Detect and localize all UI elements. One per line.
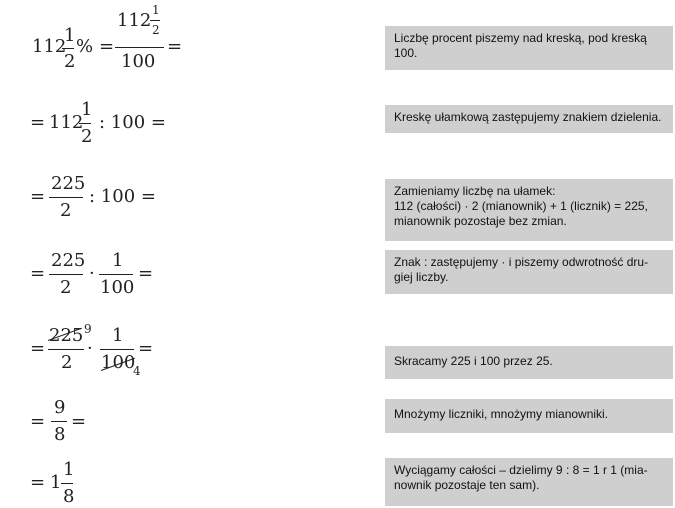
note-line: Zamieniamy liczbę na ułamek:	[394, 184, 556, 198]
reduced-denominator: 4	[133, 364, 141, 378]
whole-part: 1	[50, 472, 62, 493]
whole-part: 112	[49, 112, 84, 133]
equals-sign: =	[138, 263, 154, 284]
fraction-numerator: 225	[51, 173, 86, 194]
step-2-expression	[0, 90, 380, 160]
note-line: 100.	[394, 46, 418, 60]
note-line: 112 (całości) · 2 (mianownik) + 1 (licznik) = 225,	[394, 199, 648, 213]
step-2-note	[385, 105, 673, 133]
equals-sign: =	[138, 338, 154, 359]
fraction-denominator: 2	[60, 277, 72, 298]
fraction-numerator: 1	[81, 99, 93, 120]
equals-sign: =	[99, 36, 115, 57]
division-rest: : 100 =	[89, 186, 156, 207]
reduced-numerator: 9	[84, 322, 92, 336]
fraction-numerator: 1	[112, 325, 124, 346]
step-6-expression	[0, 395, 380, 455]
step-1-expression	[0, 0, 380, 80]
fraction-denominator: 2	[60, 200, 72, 221]
fraction-denominator: 2	[61, 352, 73, 373]
step-3-expression	[0, 165, 380, 235]
equals-sign: =	[30, 186, 46, 207]
fraction-numerator: 1	[64, 25, 76, 46]
fraction-numerator: 9	[54, 397, 66, 418]
multiplication-dot: ·	[89, 263, 95, 284]
fraction-bar	[48, 349, 84, 350]
equals-sign: =	[30, 472, 46, 493]
fraction-bar	[100, 349, 134, 350]
equals-sign: =	[30, 411, 46, 432]
whole-part: 112	[32, 36, 67, 57]
percent-sign: %	[76, 36, 94, 57]
step-7-note	[385, 458, 673, 506]
note-line: mianownik pozostaje bez zmian.	[394, 214, 567, 228]
step-3-note	[385, 179, 673, 241]
fraction-bar	[61, 483, 73, 484]
numerator-small-num: 1	[152, 3, 160, 17]
note-line: Skracamy 225 i 100 przez 25.	[394, 354, 553, 368]
note-line: Wyciągamy całości – dzielimy 9 : 8 = 1 r 1 (mia-	[394, 463, 648, 477]
fraction-bar	[79, 123, 91, 124]
note-line: giej liczby.	[394, 270, 449, 284]
numerator-whole: 112	[117, 10, 152, 31]
step-4-note	[385, 250, 673, 294]
equals-sign: =	[71, 411, 87, 432]
step-7-expression	[0, 455, 380, 508]
step-1-note	[385, 26, 673, 70]
fraction-numerator: 225	[51, 250, 86, 271]
fraction-denominator: 100	[101, 352, 136, 373]
fraction-numerator: 225	[49, 325, 84, 346]
note-line: Mnożymy liczniki, mnożymy mianowniki.	[394, 407, 609, 421]
fraction-bar	[49, 274, 83, 275]
fraction-bar	[49, 197, 83, 198]
fraction-denominator: 2	[64, 51, 76, 72]
note-line: Znak : zastępujemy · i piszemy odwrotność dru-	[394, 255, 649, 269]
multiplication-dot: ·	[87, 338, 93, 359]
main-denominator: 100	[121, 51, 156, 72]
fraction-denominator: 2	[81, 126, 93, 147]
note-line: Kreskę ułamkową zastępujemy znakiem dzielenia.	[394, 110, 662, 124]
fraction-bar	[62, 48, 74, 49]
main-fraction-bar	[115, 47, 164, 48]
equals-sign: =	[167, 36, 183, 57]
step-6-note	[385, 399, 673, 433]
step-5-note	[385, 346, 673, 379]
fraction-bar	[99, 274, 133, 275]
numerator-small-den: 2	[152, 23, 160, 37]
equals-sign: =	[30, 112, 46, 133]
division-rest: : 100 =	[99, 112, 166, 133]
fraction-numerator: 1	[63, 459, 75, 480]
equals-sign: =	[30, 338, 46, 359]
numerator-small-bar	[150, 20, 160, 21]
fraction-denominator: 8	[54, 424, 66, 445]
fraction-numerator: 1	[112, 250, 124, 271]
equals-sign: =	[30, 263, 46, 284]
fraction-denominator: 100	[100, 277, 135, 298]
note-line: Liczbę procent piszemy nad kreską, pod kreską	[394, 31, 647, 45]
step-4-expression	[0, 245, 380, 315]
fraction-denominator: 8	[63, 486, 75, 507]
note-line: nownik pozostaje ten sam).	[394, 478, 540, 492]
step-5-expression	[0, 320, 380, 390]
fraction-bar	[51, 421, 67, 422]
